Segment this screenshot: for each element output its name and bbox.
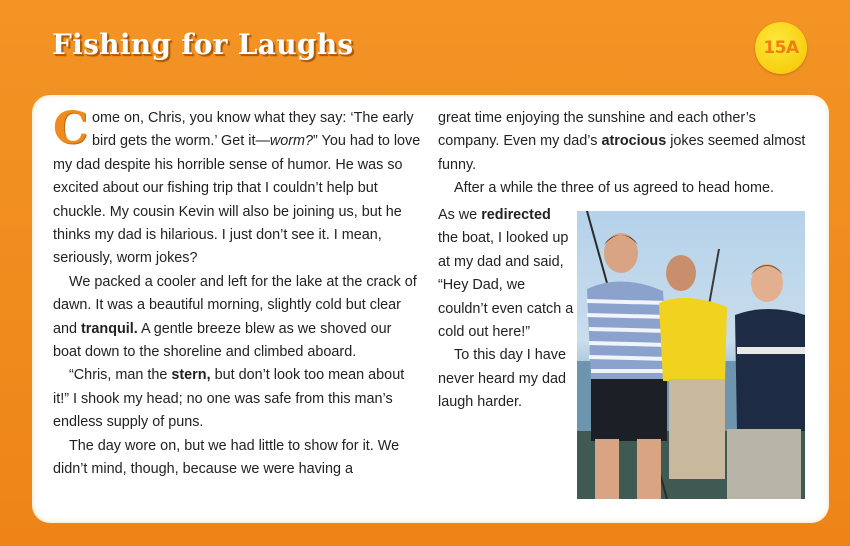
story-text: A gentle breeze blew as we shoved our boat down to the shoreline and climbed aboard.	[53, 320, 392, 361]
story-text: We packed a cooler and left for the lake at the crack of dawn. It was a beautiful morning, slightly cold but clear and	[53, 273, 417, 337]
person-dad	[659, 255, 727, 479]
story-paragraph-5	[438, 204, 574, 344]
photo-illustration	[577, 211, 805, 499]
story-paragraph-6: To this day I have never heard my dad laugh harder.	[438, 347, 566, 411]
drop-cap: C	[53, 103, 89, 154]
story-text: jokes seemed almost funny.	[438, 133, 806, 173]
story-text: ” You had to love my dad despite his horrible sense of humor. He was so excited about our fishing trip that I couldn’t help but chuckle. My cousin Kevin will also be joining us, but he thinks my dad is hilarious. I just don’t see it. I mean, seriously, worm jokes?	[53, 133, 421, 267]
story-text-emphasis: worm?	[269, 133, 314, 150]
story-paragraph-5-lead: After a while the three of us agreed to head home.	[454, 180, 774, 197]
lesson-badge	[755, 22, 807, 74]
story-text: the boat, I looked up at my dad and said, “Hey Dad, we couldn’t even catch a cold out here!”	[438, 230, 574, 341]
vocab-word-redirected: redirected	[481, 207, 551, 223]
story-paragraph-1	[53, 103, 423, 271]
fishing-family-photo	[577, 211, 805, 499]
story-text: As we	[438, 207, 482, 223]
story-paragraph-3	[53, 364, 423, 434]
story-text: but don’t look too mean about it!” I shook my head; no one was safe from this man’s endless supply of puns.	[53, 367, 405, 431]
story-paragraph-2	[53, 271, 423, 365]
vocab-word-atrocious: atrocious	[601, 133, 667, 150]
vocab-word-stern: stern,	[171, 367, 211, 384]
story-text: ome on, Chris, you know what they say: ‘The early bird gets the worm.’ Get it—	[92, 110, 414, 150]
page-title: Fishing for Laughs	[52, 28, 354, 61]
lesson-badge-label: 15A	[763, 38, 799, 58]
story-column-narrow	[438, 204, 574, 415]
person-right-boy	[727, 264, 805, 499]
story-paragraph-4: The day wore on, but we had little to show for it. We didn’t mind, though, because we were having a	[53, 437, 400, 478]
story-text: “Chris, man the	[69, 367, 172, 384]
story-column-right	[438, 107, 818, 201]
story-text: great time enjoying the sunshine and each other’s company. Even my dad’s	[438, 110, 756, 150]
story-column-left	[53, 103, 423, 482]
story-paragraph-4-continued	[438, 107, 818, 177]
vocab-word-tranquil: tranquil.	[81, 320, 138, 337]
